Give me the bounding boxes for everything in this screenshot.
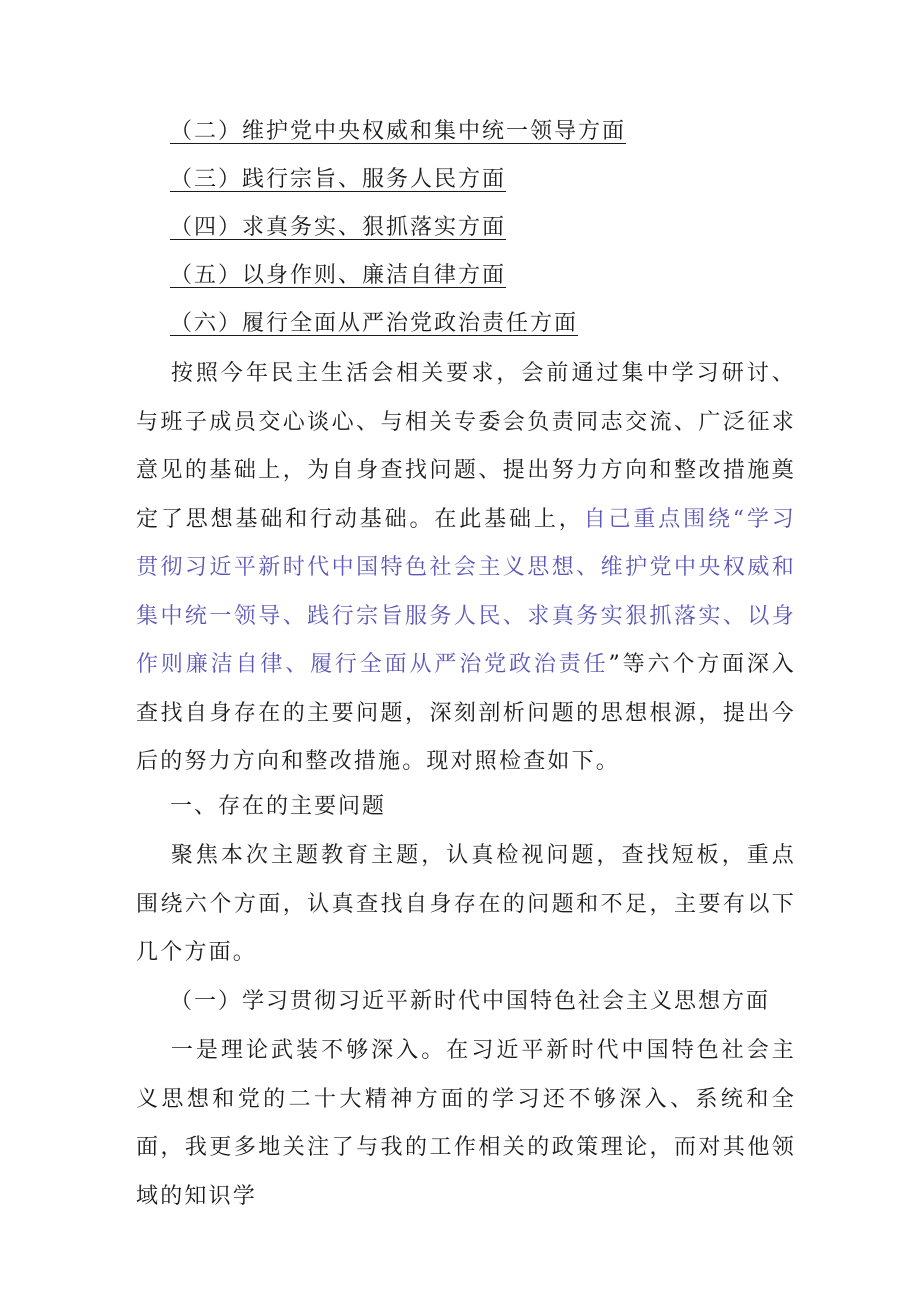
subsection1-paragraph xyxy=(136,1027,796,1221)
intro-highlight-text: 自己重点围绕“学习贯彻习近平新时代中国特色社会主义思想、维护党中央权威和集中统一领导、践行宗旨服务人民、求真务实狠抓落实、以身作则廉洁自律、履行全面从严治党政治责任 xyxy=(136,506,796,677)
toc-item-4: （四）求真务实、狠抓落实方面 xyxy=(170,215,507,240)
section1-body-text: 聚焦本次主题教育主题，认真检视问题，查找短板，重点围绕六个方面，认真查找自身存在的问题和不足，主要有以下几个方面。 xyxy=(136,843,796,965)
toc-item-3: （三）践行宗旨、服务人民方面 xyxy=(170,167,507,192)
toc-item-6: （六）履行全面从严治党政治责任方面 xyxy=(170,311,579,336)
intro-text-part2: ”等六个方面深入查找自身存在的主要问题，深刻剖析问题的思想根源，提出今后的努力方向和整改措施。现对照检查如下。 xyxy=(136,652,796,774)
section1-paragraph xyxy=(136,832,796,978)
subsection1-body-text: 一是理论武装不够深入。在习近平新时代中国特色社会主义思想和党的二十大精神方面的学习还不够深入、系统和全面，我更多地关注了与我的工作相关的政策理论，而对其他领域的知识学 xyxy=(136,1038,796,1209)
section-heading-main-problems: 一、存在的主要问题 xyxy=(170,794,387,819)
toc-item-2: （二）维护党中央权威和集中统一领导方面 xyxy=(170,119,627,144)
toc-item-5: （五）以身作则、廉洁自律方面 xyxy=(170,263,507,288)
intro-text-part1: 按照今年民主生活会相关要求，会前通过集中学习研讨、与班子成员交心谈心、与相关专委会负责同志交流、广泛征求意见的基础上，为自身查找问题、提出努力方向和整改措施奠定了思想基础和行动基础。在此基础上， xyxy=(136,361,796,532)
subsection-heading-theory-study: （一）学习贯彻习近平新时代中国特色社会主义思想方面 xyxy=(170,989,771,1014)
intro-paragraph xyxy=(136,350,796,787)
